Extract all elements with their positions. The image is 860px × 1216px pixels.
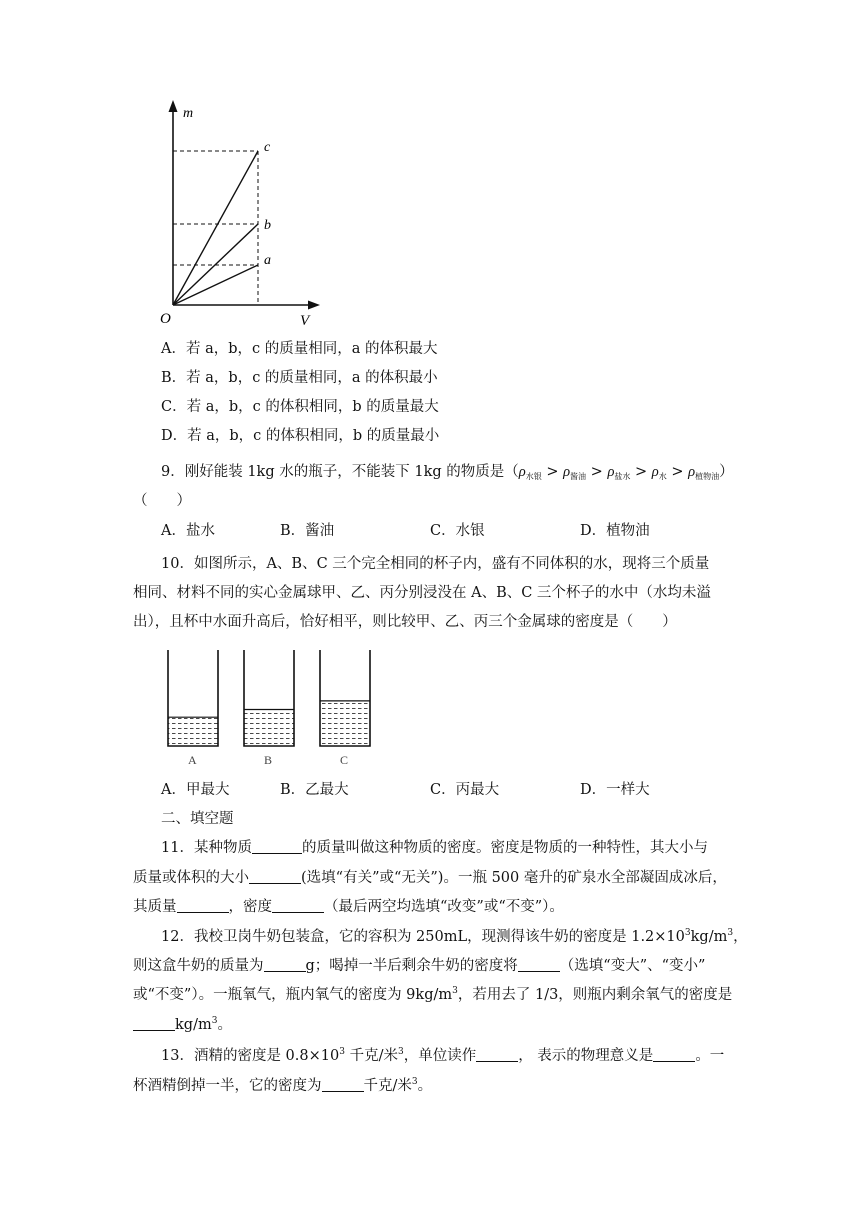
q12-text: ，若用去了 1/3，则瓶内剩余氧气的密度是 <box>457 987 733 1003</box>
q11-text: ，密度 <box>228 899 272 915</box>
q9-stem <box>161 462 734 487</box>
q11-line-2 <box>133 868 727 888</box>
q9-option-a: A．盐水 <box>161 523 215 539</box>
answer-blank[interactable] <box>133 1016 175 1031</box>
q11-line-3 <box>133 897 564 917</box>
q12-line-1 <box>161 927 748 947</box>
q9-option-b: B．酱油 <box>280 523 335 539</box>
cups-figure <box>160 646 380 770</box>
superscript: 3 <box>411 1077 418 1088</box>
mass-volume-graph <box>150 95 340 335</box>
q13-text: 千克/米 <box>363 1078 412 1094</box>
q12-text: 则这盒牛奶的质量为 <box>133 958 264 974</box>
close-paren: ） <box>719 464 734 480</box>
q9-answer-paren: （ ） <box>133 493 191 509</box>
q11-text: 11．某种物质 <box>161 840 252 856</box>
q13-line-2 <box>133 1076 432 1096</box>
rho-sub-water: 水 <box>658 472 667 481</box>
superscript: 3 <box>339 1047 345 1058</box>
q13-text: ，单位读作 <box>403 1048 477 1064</box>
answer-blank[interactable] <box>264 957 306 972</box>
q11-line-1 <box>161 838 708 858</box>
q12-text: kg/m <box>175 1017 212 1033</box>
q10-option-d: D．一样大 <box>580 782 650 798</box>
q9-option-c: C．水银 <box>430 523 485 539</box>
rho-sub-mercury: 水银 <box>525 472 542 481</box>
superscript: 3 <box>727 928 734 939</box>
rho-symbol: ρ <box>563 464 571 480</box>
rho-symbol: ρ <box>688 464 696 480</box>
q10-line-1: 10．如图所示，A、B、C 三个完全相同的杯子内，盛有不同体积的水，现将三个质量 <box>161 556 710 572</box>
v-axis-label: V <box>300 313 310 329</box>
gt-sign: > <box>546 464 559 480</box>
cup-label-C: C <box>340 753 349 767</box>
q8-option-d: D．若 a，b，c 的体积相同，b 的质量最小 <box>161 428 440 444</box>
q10-option-c: C．丙最大 <box>430 782 500 798</box>
cup-label-A: A <box>188 753 197 767</box>
origin-label: O <box>160 311 171 327</box>
cup-water-B <box>244 710 294 746</box>
m-axis-arrow <box>169 100 178 112</box>
answer-blank[interactable] <box>177 898 229 913</box>
q11-text: （最后两空均选填“改变”或“不变”）。 <box>324 899 564 915</box>
q8-option-b: B．若 a，b，c 的质量相同，a 的体积最小 <box>161 370 438 386</box>
q12-text: （选填“变大”、“变小” <box>559 958 706 974</box>
line-b-label: b <box>264 218 271 233</box>
m-axis-label: m <box>183 106 194 121</box>
q8-option-c: C．若 a，b，c 的体积相同，b 的质量最大 <box>161 399 439 415</box>
answer-blank[interactable] <box>322 1077 364 1092</box>
gt-sign: > <box>590 464 603 480</box>
q12-text: 12．我校卫岗牛奶包装盒，它的容积为 250mL，现测得该牛奶的密度是 1.2×10 <box>161 929 685 945</box>
q12-text: ， <box>733 929 748 945</box>
q9-stem-text: 9．刚好能装 1kg 水的瓶子，不能装下 1kg 的物质是（ <box>161 464 519 480</box>
q8-option-a: A．若 a，b，c 的质量相同，a 的体积最大 <box>161 341 438 357</box>
answer-blank[interactable] <box>653 1047 695 1062</box>
q10-option-a: A．甲最大 <box>161 782 230 798</box>
q12-line-4 <box>133 1015 232 1035</box>
q13-line-1 <box>161 1046 724 1066</box>
answer-blank[interactable] <box>476 1047 518 1062</box>
q13-text: 。 <box>417 1078 433 1094</box>
superscript: 3 <box>684 928 691 939</box>
q10-option-b: B．乙最大 <box>280 782 349 798</box>
line-a-label: a <box>264 253 271 268</box>
line-c <box>173 151 258 305</box>
cup-label-B: B <box>264 753 273 767</box>
q12-line-3 <box>133 985 732 1005</box>
line-a <box>173 265 258 305</box>
cup-water-C <box>320 701 370 746</box>
q13-text: 。一 <box>695 1048 725 1064</box>
rho-sub-vegoil: 植物油 <box>695 472 720 481</box>
q12-text: kg/m <box>690 929 728 945</box>
answer-blank[interactable] <box>252 839 302 854</box>
gt-sign: > <box>635 464 648 480</box>
section-heading: 二、填空题 <box>161 811 234 827</box>
answer-blank[interactable] <box>518 957 560 972</box>
rho-sub-saltwater: 盐水 <box>614 472 631 481</box>
superscript: 3 <box>211 1016 218 1027</box>
rho-symbol: ρ <box>518 464 526 480</box>
q11-text: 的质量叫做这种物质的密度。密度是物质的一种特性，其大小与 <box>301 840 708 856</box>
answer-blank[interactable] <box>249 869 301 884</box>
q13-text: 千克/米 <box>344 1048 398 1064</box>
rho-sub-soysauce: 酱油 <box>570 472 587 481</box>
q11-text: (选填“有关”或“无关”)。一瓶 500 毫升的矿泉水全部凝固成冰后， <box>301 870 727 886</box>
q10-line-3: 出），且杯中水面升高后，恰好相平，则比较甲、乙、丙三个金属球的密度是（ ） <box>133 614 677 630</box>
q11-text: 质量或体积的大小 <box>133 870 249 886</box>
q12-text: g；喝掉一半后剩余牛奶的密度将 <box>305 958 518 974</box>
answer-blank[interactable] <box>272 898 324 913</box>
cup-water-A <box>168 717 218 746</box>
q12-text: 或“不变”）。一瓶氧气，瓶内氧气的密度为 9kg/m <box>133 987 453 1003</box>
q9-option-d: D．植物油 <box>580 523 650 539</box>
q13-text: ， 表示的物理意义是 <box>518 1048 654 1064</box>
q13-text: 13．酒精的密度是 0.8×10 <box>161 1048 340 1064</box>
q11-text: 其质量 <box>133 899 177 915</box>
line-c-label: c <box>264 140 271 155</box>
gt-sign: > <box>671 464 684 480</box>
q13-text: 杯酒精倒掉一半，它的密度为 <box>133 1078 322 1094</box>
superscript: 3 <box>397 1047 404 1058</box>
q12-line-2 <box>133 956 705 976</box>
rho-symbol: ρ <box>607 464 615 480</box>
q10-line-2: 相同、材料不同的实心金属球甲、乙、丙分别浸没在 A、B、C 三个杯子的水中（水均未溢 <box>133 585 711 601</box>
rho-symbol: ρ <box>651 464 659 480</box>
q12-text: 。 <box>217 1017 232 1033</box>
v-axis-arrow <box>308 301 320 310</box>
superscript: 3 <box>452 986 458 997</box>
